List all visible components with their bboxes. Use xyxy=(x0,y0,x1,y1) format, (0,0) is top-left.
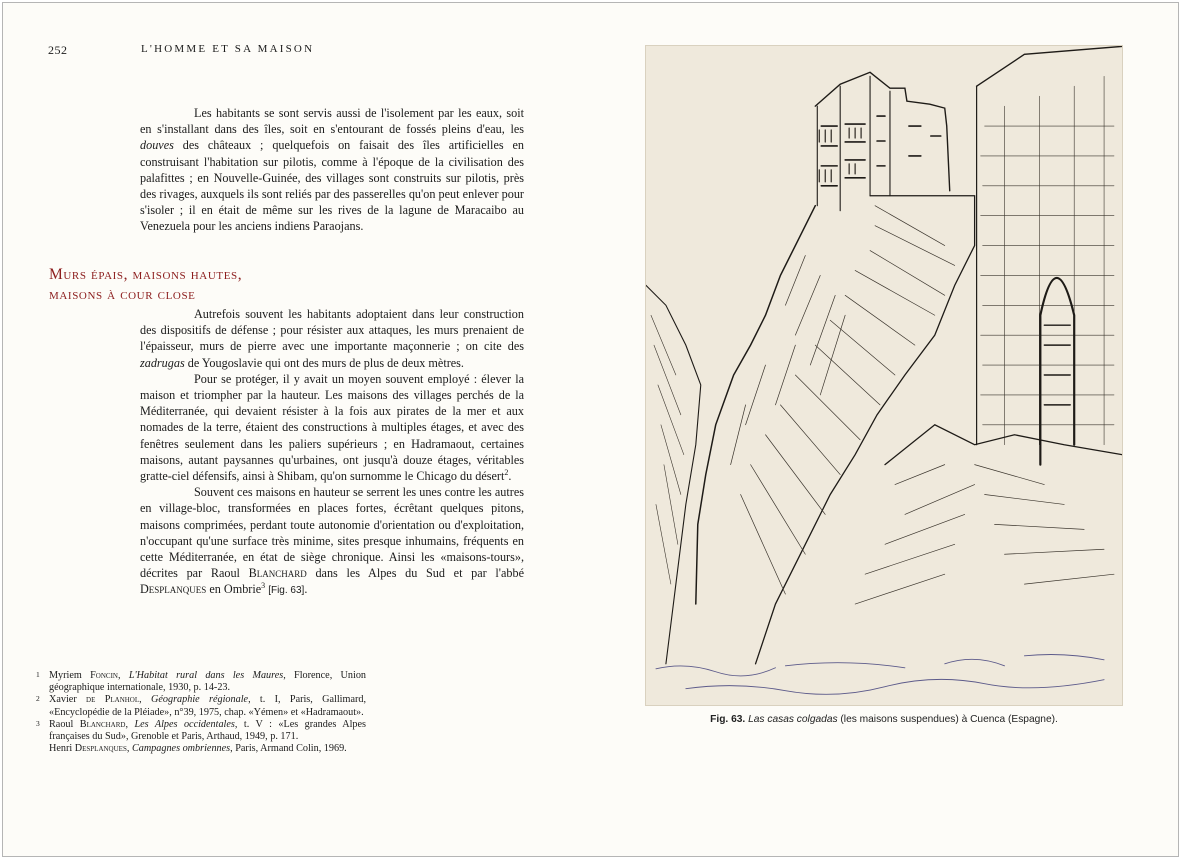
footnote-ref-2[interactable]: 2 xyxy=(504,467,509,477)
intro-paragraph xyxy=(140,105,524,235)
section-heading xyxy=(49,265,242,305)
figure-reference[interactable]: [Fig. 63] xyxy=(268,585,305,597)
footnote-number: 1 xyxy=(36,670,40,679)
author-name-desplanques: Desplanques xyxy=(140,582,207,597)
footnote-2: 2 Xavier de Planhol, Géographie régionale, t. I, Paris, Gallimard, «Encyclopédie de la Pléiade», n°39, 1975, chap. «Yémen» et «Hadramaout». xyxy=(36,694,366,718)
intro-text-2: des châteaux ; quelquefois on faisait des îles artificielles en construisant l'habitation sur pilotis, comme à l'époque de la civilisation des palafittes ; en Nouvelle-Guinée, des villages sont construits sur pilotis, près des rivages, auxquels ils sont reliés par des passerelles qu'on peut enlever pour s'isoler ; il en était de même sur les rives de la lagune de Maracaibo au Venezuela pour les anciens indiens Paraojans. xyxy=(140,138,524,234)
footnotes xyxy=(36,670,366,755)
running-head: L'HOMME ET SA MAISON xyxy=(141,43,315,55)
ink-drawing-cuenca xyxy=(645,45,1123,706)
intro-text-1: Les habitants se sont servis aussi de l'isolement par les eaux, soit en s'installant dans des îles, soit en s'entourant de fossés pleins d'eau, les xyxy=(140,106,524,137)
footnote-number: 2 xyxy=(36,694,40,704)
caption-italic: Las casas colgadas xyxy=(748,714,838,725)
caption-text: (les maisons suspendues) à Cuenca (Espagne). xyxy=(837,714,1058,725)
section-heading-line-2: maisons à cour close xyxy=(49,286,196,303)
paragraph-village-bloc: Souvent ces maisons en hauteur se serrent les unes contre les autres en village-bloc, transformées en places fortes, écrêtant quelques pitons, maisons comprimées, perdant toute autonomie d'orientation ou d'exploitation, n'occupant qu'une surface très minime, sites presque inhumains, fréquents en cette Méditerranée, en état de siège chronique. Ainsi les «maisons-tours», décrites par Raoul Blanchard dans les Alpes du Sud et par l'abbé Desplanques en Ombrie$^3$ [Fig. 63]. xyxy=(140,485,524,597)
drawing-svg xyxy=(646,46,1122,705)
p4-text-1: Souvent ces maisons en hauteur se serrent les unes contre les autres en village-bloc, transformées en places fortes, écrêtant quelques pitons, maisons comprimées, perdant toute autonomie d'orientation ou d'exploitation, n'occupant qu'une surface très minime, sites presque inhumains, fréquents en cette Méditerranée, en état de siège chronique. Ainsi les «maisons-tours», décrites par Raoul xyxy=(140,485,524,581)
footnote-1: 1 Myriem Foncin, L'Habitat rural dans les Maures, Florence, Union géographique internationale, 1930, p. 14-23. xyxy=(36,670,367,694)
author-name-blanchard: Blanchard xyxy=(248,566,307,581)
intro-italic: douves xyxy=(140,138,174,153)
cliff-edge xyxy=(696,206,815,604)
paragraph-defense-walls xyxy=(140,306,524,371)
tower-outline xyxy=(977,46,1122,86)
p2-text-1: Autrefois souvent les habitants adoptaient dans leur construction des dispositifs de défense ; pour résister aux attaques, les murs prenaient de l'épaisseur, murs de pierre avec une importante maçonnerie ; on cite des xyxy=(140,307,524,354)
book-spread xyxy=(2,2,1179,857)
footnote-number: 3 xyxy=(36,718,40,728)
p3-text: Pour se protéger, il y avait un moyen souvent employé : élever la maison et triompher par la hauteur. Les maisons des villages perchés de la Méditerranée, qui devaient résister à la fois aux pirates de la mer et aux nomades de la terre, étaient des constructions à multiples étages, et avec des fenêtres seulement dans les paliers supérieurs ; en Hadramaout, certaines maisons, autant paysannes qu'urbaines, ont jusqu'à douze étages, véritables gratte-ciel défensifs, ainsi à Shibam, qu'on surnomme le Chicago du désert xyxy=(140,371,524,484)
caption-label: Fig. 63. xyxy=(710,714,746,725)
figure-caption xyxy=(645,714,1123,725)
handwritten-inscription-strokes xyxy=(656,654,1104,694)
section-heading-line-1: Murs épais, maisons hautes, xyxy=(49,266,243,283)
footnote-ref-3[interactable]: 3 xyxy=(261,581,266,591)
p2-italic: zadrugas xyxy=(140,355,185,370)
p2-text-2: de Yougoslavie qui ont des murs de plus de deux mètres. xyxy=(184,355,464,370)
section-body xyxy=(140,306,524,600)
footnote-3: 3 Raoul Blanchard, Les Alpes occidentales, t. V : «Les grandes Alpes françaises du Sud», Grenoble et Paris, Arthaud, 1949, p. 171. Henri Desplanques, Campagnes ombriennes, Paris, Armand Colin, 1969. xyxy=(36,718,366,755)
arch-doorway xyxy=(1040,278,1074,465)
paragraph-height: Pour se protéger, il y avait un moyen souvent employé : élever la maison et triompher par la hauteur. Les maisons des villages perchés de la Méditerranée, qui devaient résister à la fois aux pirates de la mer et aux nomades de la terre, étaient des constructions à multiples étages, et avec des fenêtres seulement dans les paliers supérieurs ; en Hadramaout, certaines maisons, autant paysannes qu'urbaines, ont jusqu'à douze étages, véritables gratte-ciel défensifs, ainsi à Shibam, qu'on surnomme le Chicago du désert$^2$. xyxy=(140,371,524,484)
hanging-houses xyxy=(815,72,949,191)
page-number: 252 xyxy=(48,43,68,57)
